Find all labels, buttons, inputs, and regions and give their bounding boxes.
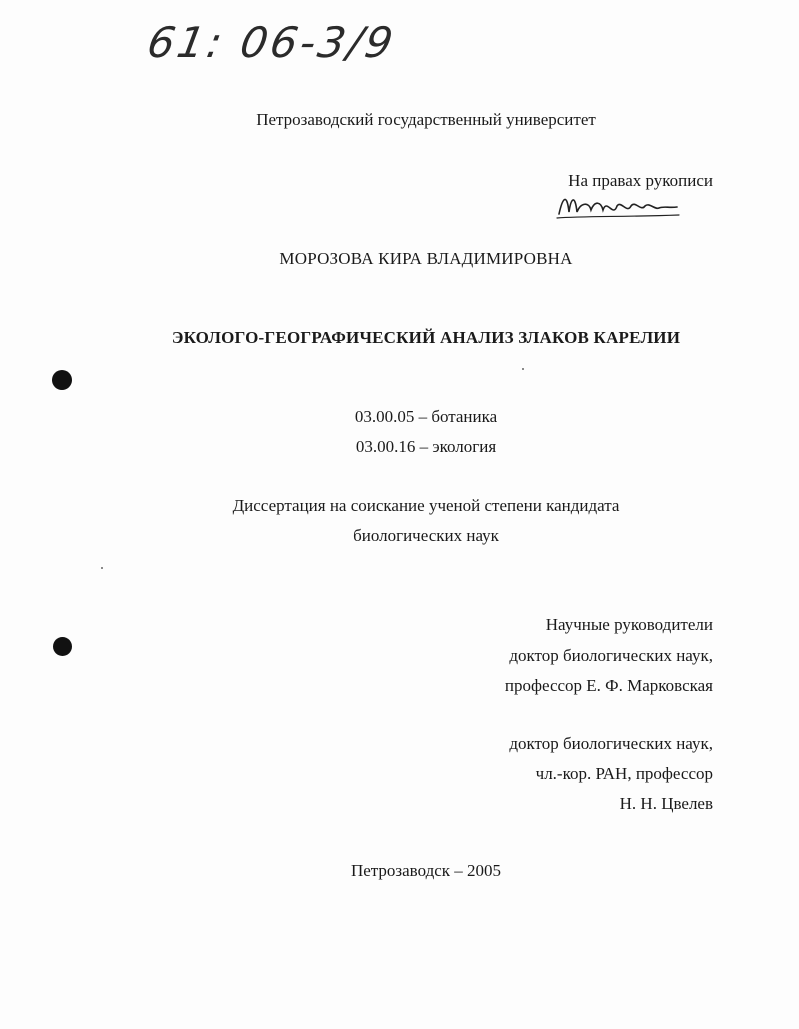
supervisor-2-title: чл.-кор. РАН, профессор — [535, 764, 713, 783]
university-name: Петрозаводский государственный университет — [256, 110, 596, 129]
degree-line-1: Диссертация на соискание ученой степени кандидата — [232, 496, 620, 515]
degree-line-2: биологических наук — [353, 526, 499, 545]
supervisor-1-name: профессор Е. Ф. Марковская — [504, 676, 713, 695]
city-year: Петрозаводск – 2005 — [350, 861, 502, 880]
author-signature — [553, 188, 683, 222]
punch-hole-top — [52, 370, 72, 390]
signature-drawing — [553, 188, 683, 222]
author-name: МОРОЗОВА КИРА ВЛАДИМИРОВНА — [279, 249, 573, 268]
scan-speck — [101, 567, 103, 569]
supervisor-1-degree: доктор биологических наук, — [509, 646, 713, 665]
specialty-ecology: 03.00.16 – экология — [355, 437, 497, 456]
supervisor-2-name: Н. Н. Цвелев — [619, 794, 713, 813]
manuscript-rights-note: На правах рукописи — [568, 171, 713, 190]
punch-hole-bottom — [53, 637, 72, 656]
supervisor-2-degree: доктор биологических наук, — [509, 734, 713, 753]
scan-speck — [522, 368, 524, 370]
dissertation-title: ЭКОЛОГО-ГЕОГРАФИЧЕСКИЙ АНАЛИЗ ЗЛАКОВ КАРЕЛИИ — [171, 328, 681, 347]
handwritten-archive-code: 61: 06-3/9 — [143, 18, 400, 67]
specialty-botany: 03.00.05 – ботаника — [354, 407, 498, 426]
supervisors-heading: Научные руководители — [545, 615, 713, 634]
